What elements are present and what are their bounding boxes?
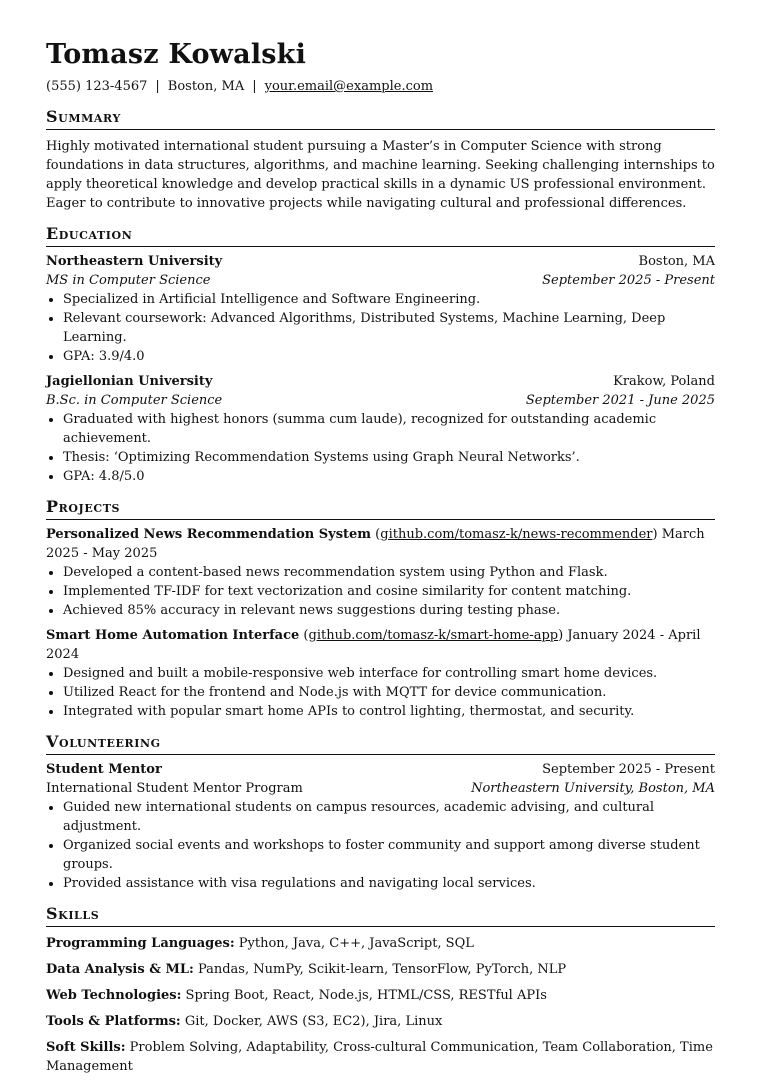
project-dates: March 2025 - May 2025 xyxy=(46,527,705,561)
list-item: • Guided new international students on campus resources, academic advising, and cultural adjustment. xyxy=(63,798,715,836)
skill-label: Data Analysis & ML: xyxy=(46,962,194,977)
school-name: Jagiellonian University xyxy=(46,374,213,389)
skill-row xyxy=(46,1038,715,1076)
project-bullets xyxy=(46,664,715,721)
phone-number: (555) 123-4567 xyxy=(46,79,148,94)
project-bullets xyxy=(46,563,715,620)
volunteer-dates: September 2025 - Present xyxy=(542,762,715,777)
skill-label: Web Technologies: xyxy=(46,988,182,1003)
list-item: • Organized social events and workshops to foster community and support among diverse student groups. xyxy=(63,836,715,874)
skill-row xyxy=(46,1012,715,1031)
skills-list xyxy=(46,934,715,1076)
project-entry: Smart Home Automation Interface (github.com/tomasz-k/smart-home-app) January 2024 - April 2024 • Designed and built a mobile-responsive web interface for controlling smart home devices. • Utilized React for the frontend and Node.js with MQTT for device communication. • Integrated with popular smart home APIs to control lighting, thermostat, and security. xyxy=(46,626,715,721)
list-item: • Developed a content-based news recommendation system using Python and Flask. xyxy=(63,563,715,582)
list-item: • Provided assistance with visa regulations and navigating local services. xyxy=(63,874,715,893)
list-item: • Implemented TF-IDF for text vectorization and cosine similarity for content matching. xyxy=(63,582,715,601)
skill-row xyxy=(46,960,715,979)
projects-list xyxy=(46,525,715,721)
list-item: • GPA: 4.8/5.0 xyxy=(63,467,715,486)
section-title-projects: Projects xyxy=(46,497,715,520)
list-item: • Designed and built a mobile-responsive web interface for controlling smart home devices. xyxy=(63,664,715,683)
degree: B.Sc. in Computer Science xyxy=(46,393,223,408)
section-title-volunteering: Volunteering xyxy=(46,732,715,755)
location: Boston, MA xyxy=(167,79,245,94)
skill-value: Problem Solving, Adaptability, Cross-cultural Communication, Team Collaboration, Time Management xyxy=(46,1040,713,1074)
skill-value: Git, Docker, AWS (S3, EC2), Jira, Linux xyxy=(184,1014,443,1029)
summary-text: Highly motivated international student pursuing a Master’s in Computer Science with strong foundations in data structures, algorithms, and machine learning. Seeking challenging internships to apply theoretical knowledge and develop practical skills in a dynamic US professional environment. Eager to contribute to innovative projects while navigating cultural and professional differences. xyxy=(46,139,715,211)
contact-separator: | xyxy=(252,79,257,94)
resume-page xyxy=(46,38,715,1083)
volunteer-org: International Student Mentor Program xyxy=(46,781,303,796)
education-list xyxy=(46,252,715,486)
contact-separator: | xyxy=(155,79,160,94)
list-item: • GPA: 3.9/4.0 xyxy=(63,347,715,366)
school-location: Boston, MA xyxy=(638,254,715,269)
education-bullets xyxy=(46,290,715,366)
list-item: • Graduated with highest honors (summa cum laude), recognized for outstanding academic achievement. xyxy=(63,410,715,448)
skill-row xyxy=(46,934,715,953)
project-name: Personalized News Recommendation System xyxy=(46,527,372,542)
section-title-education: Education xyxy=(46,224,715,247)
skill-value: Spring Boot, React, Node.js, HTML/CSS, RESTful APIs xyxy=(185,988,547,1003)
list-item: • Achieved 85% accuracy in relevant news suggestions during testing phase. xyxy=(63,601,715,620)
education-entry xyxy=(46,252,715,366)
project-link[interactable]: github.com/tomasz-k/smart-home-app xyxy=(308,628,559,643)
candidate-name: Tomasz Kowalski xyxy=(46,39,307,70)
education-bullets xyxy=(46,410,715,486)
contact-line xyxy=(46,78,715,96)
education-dates: September 2021 - June 2025 xyxy=(525,393,715,408)
skill-label: Soft Skills: xyxy=(46,1040,126,1055)
degree: MS in Computer Science xyxy=(46,273,211,288)
project-dates: January 2024 - April 2024 xyxy=(46,628,701,662)
school-name: Northeastern University xyxy=(46,254,223,269)
school-location: Krakow, Poland xyxy=(613,374,715,389)
project-entry: Personalized News Recommendation System (github.com/tomasz-k/news-recommender) March 2025 - May 2025 • Developed a content-based news recommendation system using Python and Flask. • Implemented TF-IDF for text vectorization and cosine similarity for content matching. • Achieved 85% accuracy in relevant news suggestions during testing phase. xyxy=(46,525,715,620)
skill-value: Python, Java, C++, JavaScript, SQL xyxy=(238,936,474,951)
list-item: • Integrated with popular smart home APIs to control lighting, thermostat, and security. xyxy=(63,702,715,721)
volunteering-entry xyxy=(46,760,715,893)
project-name: Smart Home Automation Interface xyxy=(46,628,300,643)
volunteer-role: Student Mentor xyxy=(46,762,162,777)
email-link[interactable]: your.email@example.com xyxy=(264,79,434,94)
list-item: • Specialized in Artificial Intelligence and Software Engineering. xyxy=(63,290,715,309)
list-item: • Thesis: ‘Optimizing Recommendation Systems using Graph Neural Networks’. xyxy=(63,448,715,467)
volunteer-location: Northeastern University, Boston, MA xyxy=(471,781,715,796)
section-title-skills: Skills xyxy=(46,904,715,927)
skill-label: Tools & Platforms: xyxy=(46,1014,181,1029)
skill-row xyxy=(46,986,715,1005)
section-title-summary: Summary xyxy=(46,107,715,130)
list-item: • Utilized React for the frontend and Node.js with MQTT for device communication. xyxy=(63,683,715,702)
skill-value: Pandas, NumPy, Scikit-learn, TensorFlow, PyTorch, NLP xyxy=(197,962,567,977)
education-dates: September 2025 - Present xyxy=(542,273,715,288)
volunteer-bullets xyxy=(46,798,715,893)
list-item: • Relevant coursework: Advanced Algorithms, Distributed Systems, Machine Learning, Deep Learning. xyxy=(63,309,715,347)
education-entry xyxy=(46,372,715,486)
skill-label: Programming Languages: xyxy=(46,936,235,951)
project-link[interactable]: github.com/tomasz-k/news-recommender xyxy=(380,527,653,542)
